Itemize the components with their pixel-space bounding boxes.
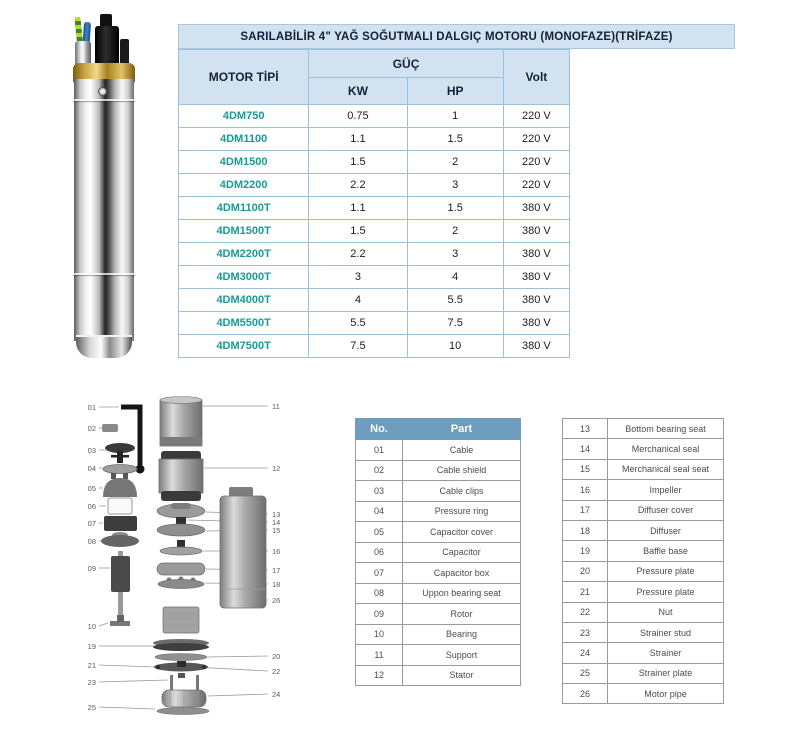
diagram-callout: 12: [272, 464, 281, 473]
part-capacitor: [108, 498, 132, 514]
motor-body: [74, 79, 134, 341]
parts-col-header-no: No.: [356, 419, 403, 440]
diagram-callout: 22: [272, 667, 281, 676]
part-no: 17: [563, 500, 608, 520]
model-cell: 4DM1500T: [179, 220, 309, 243]
part-diffuser-cover: [157, 563, 205, 575]
parts-row: [563, 561, 724, 581]
part-name: Capacitor: [403, 542, 521, 563]
model-cell: 4DM3000T: [179, 266, 309, 289]
part-name: Pressure plate: [608, 582, 724, 602]
model-cell: 4DM2200: [179, 174, 309, 197]
part-name: Merchanical seal seat: [608, 459, 724, 479]
parts-row: [563, 582, 724, 602]
part-no: 11: [356, 645, 403, 666]
diagram-callout: 07: [87, 519, 96, 528]
part-no: 06: [356, 542, 403, 563]
part-no: 12: [356, 665, 403, 686]
part-name: Capacitor box: [403, 563, 521, 584]
part-name: Bearing: [403, 624, 521, 645]
parts-table-right: [562, 418, 724, 704]
body-seam: [73, 99, 135, 101]
part-pressure-ring: [103, 465, 137, 474]
part-rotor-core: [163, 607, 199, 633]
volt-cell: 380 V: [503, 243, 569, 266]
diagram-callout: 08: [87, 537, 96, 546]
part-name: Cable shield: [403, 460, 521, 481]
part-mechanical-seal-seat: [157, 524, 205, 536]
hp-cell: 2: [407, 151, 503, 174]
volt-cell: 380 V: [503, 197, 569, 220]
diagram-callout: 18: [272, 580, 281, 589]
diagram-callout: 14: [272, 518, 281, 527]
col-header-kw: KW: [309, 78, 407, 105]
kw-cell: 0.75: [309, 105, 407, 128]
part-no: 21: [563, 582, 608, 602]
part-name: Cable: [403, 440, 521, 461]
hp-cell: 10: [407, 335, 503, 358]
part-name: Pressure plate: [608, 561, 724, 581]
diagram-callout: 09: [87, 564, 96, 573]
parts-row: [563, 541, 724, 561]
part-no: 19: [563, 541, 608, 561]
part-cable: [121, 407, 145, 474]
diagram-callout: 26: [272, 596, 281, 605]
parts-row: [356, 563, 521, 584]
part-pressure-plate-upper: [155, 654, 207, 661]
parts-row: [563, 622, 724, 642]
parts-col-header-part: Part: [403, 419, 521, 440]
part-name: Strainer stud: [608, 622, 724, 642]
parts-row: [563, 602, 724, 622]
diagram-callout: 10: [87, 622, 96, 631]
part-name: Merchanical seal: [608, 439, 724, 459]
parts-row: [563, 439, 724, 459]
kw-cell: 7.5: [309, 335, 407, 358]
parts-row: [563, 480, 724, 500]
kw-cell: 5.5: [309, 312, 407, 335]
parts-row: [356, 583, 521, 604]
spec-row: [179, 105, 570, 128]
part-no: 15: [563, 459, 608, 479]
volt-cell: 220 V: [503, 105, 569, 128]
hp-cell: 4: [407, 266, 503, 289]
part-no: 10: [356, 624, 403, 645]
part-upper-bearing-seat: [101, 532, 139, 547]
diagram-callout: 24: [272, 690, 281, 699]
model-cell: 4DM4000T: [179, 289, 309, 312]
diagram-callout: 17: [272, 566, 281, 575]
col-header-volt: Volt: [503, 50, 569, 105]
kw-cell: 1.1: [309, 197, 407, 220]
part-cable-clips: [105, 443, 135, 463]
diagram-callout: 05: [87, 484, 96, 493]
spec-row: [179, 174, 570, 197]
kw-cell: 2.2: [309, 174, 407, 197]
parts-row: [563, 419, 724, 439]
spec-table: [178, 49, 570, 358]
part-name: Strainer: [608, 643, 724, 663]
part-name: Pressure ring: [403, 501, 521, 522]
part-strainer: [162, 690, 206, 707]
kw-cell: 2.2: [309, 243, 407, 266]
diagram-callout: 23: [87, 678, 96, 687]
spec-row: [179, 312, 570, 335]
volt-cell: 220 V: [503, 174, 569, 197]
part-no: 05: [356, 522, 403, 543]
diagram-callout: 16: [272, 547, 281, 556]
kw-cell: 4: [309, 289, 407, 312]
spec-row: [179, 289, 570, 312]
part-name: Motor pipe: [608, 684, 724, 704]
hp-cell: 1.5: [407, 197, 503, 220]
diagram-callout: 19: [87, 642, 96, 651]
model-cell: 4DM750: [179, 105, 309, 128]
kw-cell: 1.1: [309, 128, 407, 151]
parts-row: [356, 665, 521, 686]
kw-cell: 1.5: [309, 151, 407, 174]
part-diffuser: [158, 577, 204, 589]
exploded-diagram: [0, 385, 340, 731]
part-baffle-base: [153, 639, 209, 651]
part-stator: [159, 451, 203, 501]
volt-cell: 380 V: [503, 289, 569, 312]
part-name: Impeller: [608, 480, 724, 500]
diagram-callout: 04: [87, 464, 96, 473]
part-strainer-plate: [157, 708, 209, 715]
hp-cell: 1.5: [407, 128, 503, 151]
parts-row: [563, 643, 724, 663]
volt-cell: 380 V: [503, 335, 569, 358]
parts-row: [356, 522, 521, 543]
part-name: Diffuser: [608, 520, 724, 540]
volt-cell: 380 V: [503, 312, 569, 335]
part-capacitor-box: [104, 516, 137, 531]
hp-cell: 3: [407, 243, 503, 266]
part-no: 22: [563, 602, 608, 622]
part-name: Diffuser cover: [608, 500, 724, 520]
spec-row: [179, 197, 570, 220]
col-header-power: GÜÇ: [309, 50, 503, 78]
model-cell: 4DM2200T: [179, 243, 309, 266]
body-seam: [73, 273, 135, 275]
part-name: Cable clips: [403, 481, 521, 502]
volt-cell: 380 V: [503, 220, 569, 243]
kw-cell: 3: [309, 266, 407, 289]
spec-row: [179, 266, 570, 289]
spec-row: [179, 151, 570, 174]
parts-row: [356, 440, 521, 461]
part-bottom-bearing-seat: [157, 503, 205, 518]
col-header-hp: HP: [407, 78, 503, 105]
motor-photo: [73, 5, 135, 361]
part-capacitor-cover: [103, 473, 137, 497]
bolt-emblem: [98, 87, 107, 96]
part-no: 03: [356, 481, 403, 502]
part-name: Bottom bearing seat: [608, 419, 724, 439]
part-no: 16: [563, 480, 608, 500]
part-support: [160, 397, 202, 447]
part-rotor: [111, 551, 130, 623]
parts-row: [356, 481, 521, 502]
bottom-cap: [76, 335, 132, 358]
part-name: Capacitor cover: [403, 522, 521, 543]
volt-cell: 220 V: [503, 128, 569, 151]
parts-row: [356, 460, 521, 481]
parts-row: [356, 645, 521, 666]
page-title: SARILABİLİR 4" YAĞ SOĞUTMALI DALGIÇ MOTORU (MONOFAZE)(TRİFAZE): [178, 24, 735, 49]
parts-row: [563, 459, 724, 479]
volt-cell: 220 V: [503, 151, 569, 174]
part-impeller: [160, 540, 202, 555]
parts-row: [563, 684, 724, 704]
spec-row: [179, 243, 570, 266]
volt-cell: 380 V: [503, 266, 569, 289]
diagram-callout: 02: [87, 424, 96, 433]
hp-cell: 1: [407, 105, 503, 128]
parts-row: [356, 542, 521, 563]
part-motor-pipe: [220, 487, 266, 608]
diagram-callout: 01: [87, 403, 96, 412]
col-header-motor-type: MOTOR TİPİ: [179, 50, 309, 105]
parts-row: [563, 500, 724, 520]
diagram-callout: 20: [272, 652, 281, 661]
part-no: 14: [563, 439, 608, 459]
part-no: 08: [356, 583, 403, 604]
diagram-callout: 13: [272, 510, 281, 519]
side-plug: [120, 39, 129, 65]
part-no: 26: [563, 684, 608, 704]
parts-row: [563, 520, 724, 540]
diagram-callout: 03: [87, 446, 96, 455]
part-no: 04: [356, 501, 403, 522]
part-nut: [177, 661, 186, 667]
part-no: 20: [563, 561, 608, 581]
part-name: Support: [403, 645, 521, 666]
part-name: Uppon bearing seat: [403, 583, 521, 604]
hp-cell: 5.5: [407, 289, 503, 312]
part-no: 09: [356, 604, 403, 625]
parts-row: [356, 604, 521, 625]
part-name: Nut: [608, 602, 724, 622]
part-name: Strainer plate: [608, 663, 724, 683]
diagram-callout: 21: [87, 661, 96, 670]
model-cell: 4DM7500T: [179, 335, 309, 358]
kw-cell: 1.5: [309, 220, 407, 243]
part-no: 24: [563, 643, 608, 663]
diagram-callout: 25: [87, 703, 96, 712]
parts-row: [563, 663, 724, 683]
model-cell: 4DM1100: [179, 128, 309, 151]
part-no: 25: [563, 663, 608, 683]
part-name: Rotor: [403, 604, 521, 625]
hp-cell: 7.5: [407, 312, 503, 335]
model-cell: 4DM5500T: [179, 312, 309, 335]
diagram-callout: 11: [272, 402, 280, 411]
part-name: Stator: [403, 665, 521, 686]
model-cell: 4DM1100T: [179, 197, 309, 220]
diagram-callout: 06: [87, 502, 96, 511]
hp-cell: 3: [407, 174, 503, 197]
part-no: 07: [356, 563, 403, 584]
part-name: Baffle base: [608, 541, 724, 561]
hp-cell: 2: [407, 220, 503, 243]
part-no: 23: [563, 622, 608, 642]
parts-table-left: [355, 418, 521, 686]
part-no: 13: [563, 419, 608, 439]
part-no: 18: [563, 520, 608, 540]
part-cable-shield: [102, 424, 118, 432]
part-no: 01: [356, 440, 403, 461]
part-bearing: [110, 615, 130, 626]
parts-row: [356, 624, 521, 645]
spec-row: [179, 128, 570, 151]
spec-row: [179, 220, 570, 243]
part-no: 02: [356, 460, 403, 481]
model-cell: 4DM1500: [179, 151, 309, 174]
spec-row: [179, 335, 570, 358]
parts-row: [356, 501, 521, 522]
diagram-callout: 15: [272, 526, 281, 535]
